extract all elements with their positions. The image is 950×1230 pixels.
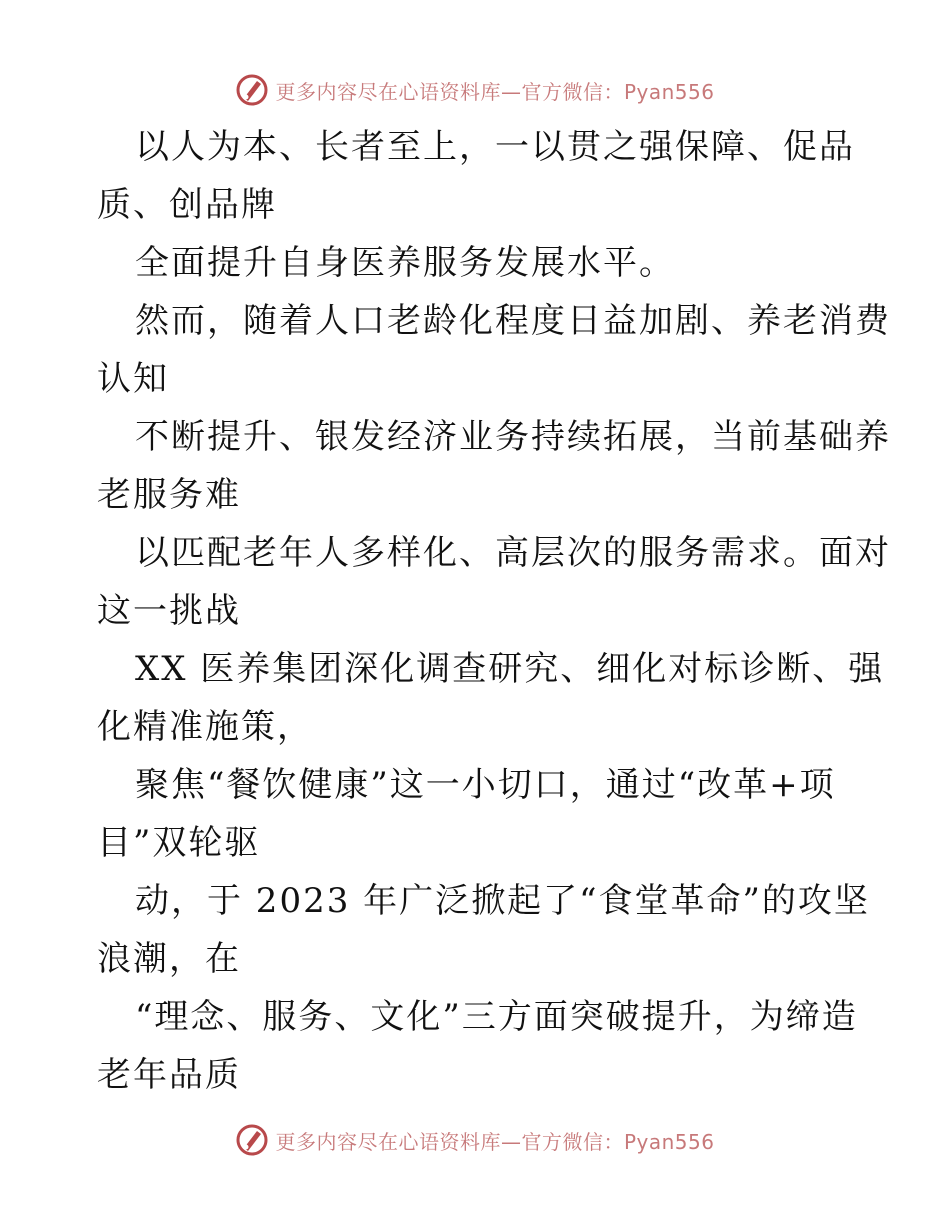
- body-line: 化精准施策，: [97, 707, 313, 747]
- body-line: 老年品质: [97, 1055, 241, 1095]
- footer-banner-content: [235, 1123, 714, 1157]
- body-line: 浪潮，在: [97, 939, 241, 979]
- header-banner-content: [235, 73, 714, 107]
- body-line: 聚焦“餐饮健康”这一小切口，通过“改革+项: [135, 765, 836, 805]
- footer-banner: [0, 1120, 950, 1160]
- document-body: [97, 118, 891, 1104]
- body-line: 老服务难: [97, 475, 241, 515]
- body-line: 目”双轮驱: [97, 823, 261, 863]
- body-line: XX 医养集团深化调查研究、细化对标诊断、强: [135, 649, 885, 689]
- body-line: “理念、服务、文化”三方面突破提升，为缔造: [135, 997, 858, 1037]
- body-line: 不断提升、银发经济业务持续拓展，当前基础养: [135, 417, 891, 457]
- body-line: 认知: [97, 359, 169, 399]
- header-banner-text: 更多内容尽在心语资料库—官方微信：Pyan556: [275, 79, 715, 104]
- body-line: 以匹配老年人多样化、高层次的服务需求。面对: [135, 533, 891, 573]
- body-line: 这一挑战: [97, 591, 241, 631]
- body-line: 然而，随着人口老龄化程度日益加剧、养老消费: [135, 301, 891, 341]
- body-line: 动，于 2023 年广泛掀起了“食堂革命”的攻坚: [135, 881, 870, 921]
- body-line: 全面提升自身医养服务发展水平。: [135, 243, 675, 283]
- pen-circle-logo-icon: [235, 1123, 269, 1157]
- header-banner: [0, 70, 950, 110]
- pen-circle-logo-icon: [235, 73, 269, 107]
- body-line: 质、创品牌: [97, 185, 277, 225]
- footer-banner-text: 更多内容尽在心语资料库—官方微信：Pyan556: [275, 1129, 715, 1154]
- body-line: 以人为本、长者至上，一以贯之强保障、促品: [135, 127, 855, 167]
